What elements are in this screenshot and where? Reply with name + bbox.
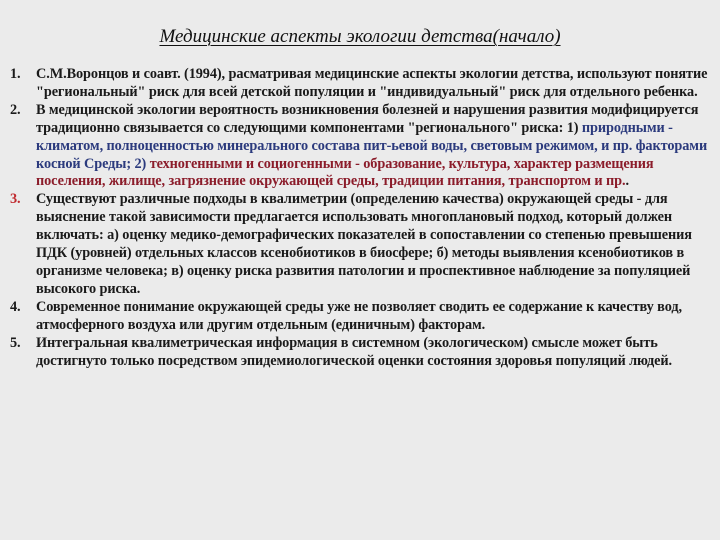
slide-content: [10, 66, 716, 370]
item-text: Существуют различные подходы в квалиметрии (определению качества) окружающей среды - для выяснение такой зависимости предлагается использовать многоплановый подход, который должен включать: а) оценку медико-демографических показателей в сопоставлении со степенью превышения ПДК (уровней) отдельных классов ксенобиотиков в биосфере; б) методы выявления ксенобиотиков в организме человека; в) оценку риска развития патологии и проспективное наблюдение за популяцией высокого риска.: [36, 191, 692, 297]
list-item-5: [10, 335, 716, 371]
item-number: 1.: [10, 66, 21, 82]
item-text: Современное понимание окружающей среды уже не позволяет сводить ее содержание к качеству вод, атмосферного воздуха или другим отдельным (единичным) факторам.: [36, 298, 682, 333]
item-number: 5.: [10, 334, 21, 351]
list-item-2: [10, 102, 716, 192]
item-text: Интегральная квалиметрическая информация в системном (экологическом) смысле может быть достигнуто только посредством эпидемиологической оценки состояния здоровья популяций людей.: [36, 334, 672, 369]
slide-title: Медицинские аспекты экологии детства(начало): [159, 26, 561, 47]
technogenic-factors-text: техногенными и социогенными - образование, культура, характер размещения поселения, жилище, загрязнение окружающей среды, традиции питания, транспортом и пр.: [36, 155, 654, 190]
item-text: С.М.Воронцов и соавт. (1994), расматривая медицинские аспекты экологии детства, используют понятие "региональный" риск для всей детской популяции и "индивидуальный" риск для отдельного ребенка.: [36, 66, 708, 100]
list-item-3: [10, 191, 716, 298]
item-number: 4.: [10, 298, 21, 315]
list-item-1: [10, 66, 716, 102]
list-item-4: [10, 299, 716, 335]
item-number: 3.: [10, 191, 21, 208]
item-number: 2.: [10, 101, 21, 118]
natural-factors-text: природными - климатом, полноценностью минерального состава пит-ьевой воды, световым режимом, и пр. факторами косной Среды; 2): [36, 119, 708, 172]
item-text-end: .: [625, 173, 629, 190]
item-text: В медицинской экологии вероятность возникновения болезней и нарушения развития модифицируется традиционно связывается со следующими компонентами "регионального" риска: 1): [36, 101, 699, 136]
